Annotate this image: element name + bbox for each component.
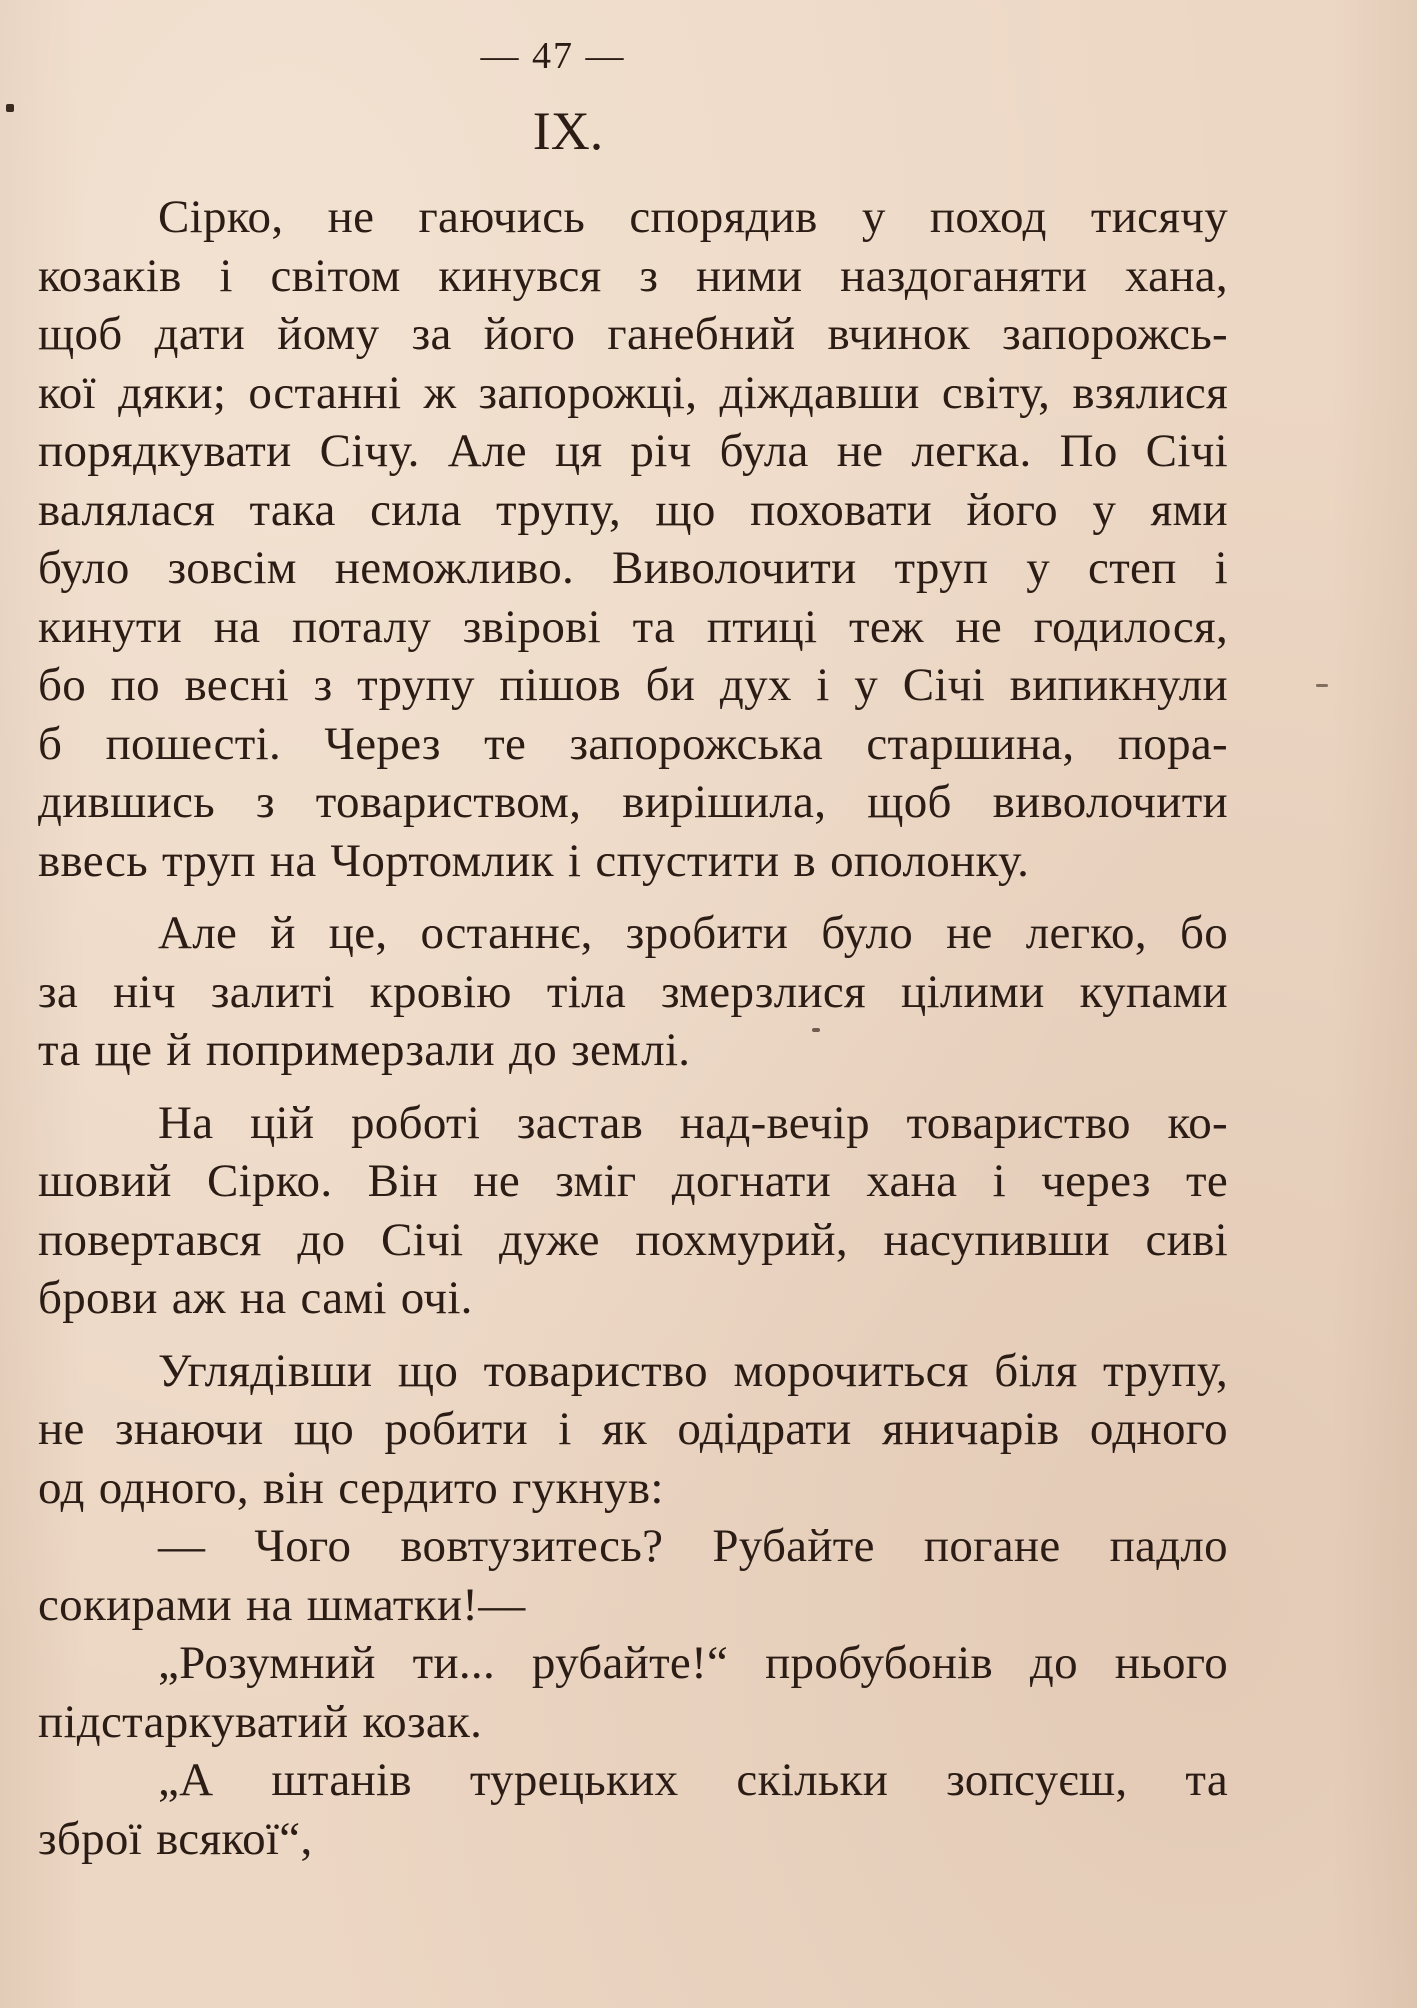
text-line: щоб дати йому за його ганебний вчинок запорожсь-: [38, 308, 1228, 360]
dialogue-line: підстаркуватий козак.: [38, 1695, 483, 1748]
dialogue-line: зброї всякої“,: [38, 1812, 313, 1865]
text-line: бо по весні з трупу пішов би дух і у Січі випикнули: [38, 659, 1228, 711]
text-line: брови аж на самі очі.: [38, 1272, 473, 1324]
text-line: за ніч залиті кровію тіла змерзлися цілими купами: [38, 965, 1228, 1018]
text-line: та ще й попримерзали до землі.: [38, 1024, 691, 1076]
scan-speck: [6, 104, 14, 112]
text-line: од одного, він сердито гукнув:: [38, 1461, 664, 1514]
page-number: — 47 —: [480, 35, 626, 77]
text-line: дившись з товариством, вирішила, щоб виволочити: [38, 776, 1228, 828]
text-line: Сірко, не гаючись спорядив у поход тисячу: [158, 191, 1228, 243]
chapter-heading: IX.: [532, 101, 604, 161]
text-line: було зовсім неможливо. Виволочити труп у степ і: [38, 542, 1228, 594]
text-line: кої дяки; останні ж запорожці, діждавши світу, взялися: [38, 366, 1228, 419]
text-line: На цій роботі застав над-вечір товариство ко-: [158, 1096, 1228, 1149]
text-line: повертався до Січі дуже похмурий, насупивши сиві: [38, 1213, 1228, 1266]
dialogue-line: „А штанів турецьких скільки зопсуєш, та: [158, 1754, 1228, 1806]
text-line: ввесь труп на Чортомлик і спустити в ополонку.: [38, 834, 1030, 887]
page-content: [38, 30, 1228, 1868]
text-line: не знаючи що робити і як одідрати яничарів одного: [38, 1403, 1228, 1455]
dialogue-line: сокирами на шматки!—: [38, 1578, 526, 1631]
text-line: валялася така сила трупу, що поховати його у ями: [38, 483, 1228, 536]
text-line: Углядівши що товариство морочиться біля трупу,: [158, 1344, 1228, 1397]
scan-speck: [812, 1028, 820, 1032]
text-line: Але й це, останнє, зробити було не легко, бо: [158, 907, 1228, 959]
text-line: кинути на поталу звірові та птиці теж не годилося,: [38, 600, 1228, 653]
text-line: козаків і світом кинувся з ними наздоганяти хана,: [38, 249, 1228, 302]
dialogue-line: — Чого вовтузитесь? Рубайте погане падло: [158, 1520, 1228, 1572]
text-line: шовий Сірко. Він не зміг догнати хана і через те: [38, 1155, 1228, 1207]
dialogue-line: „Розумний ти... рубайте!“ пробубонів до нього: [158, 1637, 1228, 1689]
body-text: [38, 188, 1228, 1868]
scan-speck: [1316, 684, 1328, 687]
text-line: порядкувати Січу. Але ця річ була не легка. По Січі: [38, 425, 1228, 477]
text-line: б пошесті. Через те запорожська старшина, пора-: [38, 717, 1228, 770]
